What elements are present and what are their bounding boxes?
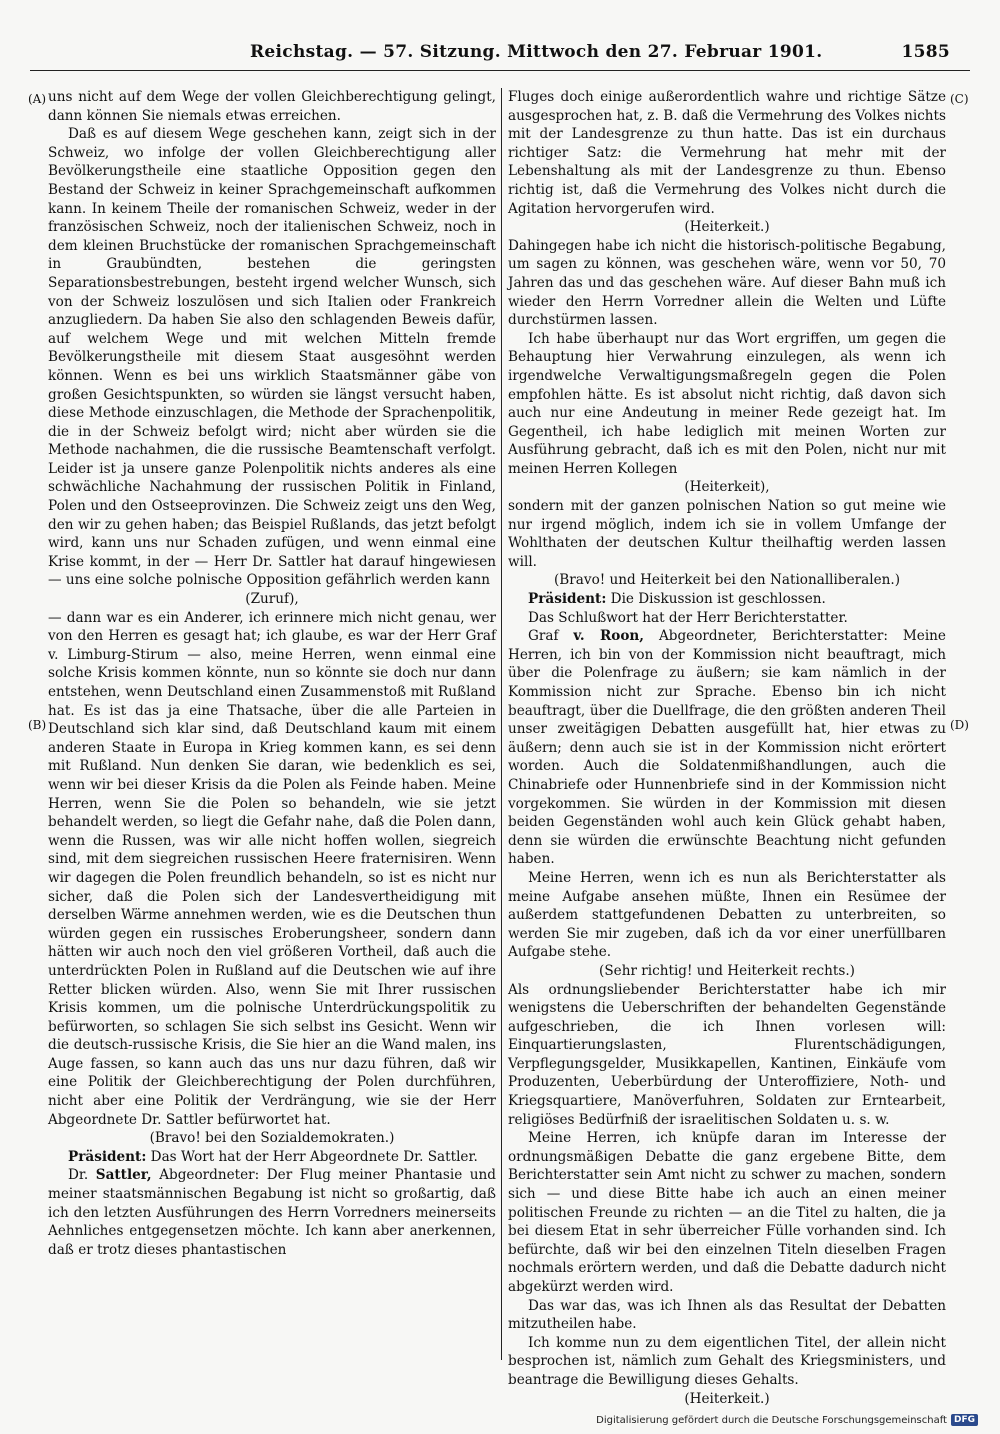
interjection: (Heiterkeit), [684, 479, 770, 496]
header-rule [30, 70, 970, 71]
column-divider [501, 88, 502, 1360]
running-header [250, 42, 950, 62]
speaker-prefix: Dr. [68, 1167, 89, 1184]
interjection: (Heiterkeit.) [684, 219, 770, 236]
margin-mark-b: (B) [28, 718, 47, 732]
speaker-paragraph [508, 590, 946, 609]
margin-mark-a: (A) [28, 92, 47, 106]
paragraph: sondern mit der ganzen polnischen Nation so gut meine wie nur irgend möglich, indem ich sie in vollem Umfange der Wohlthaten der deutschen Kultur theilhaftig werden lassen will. [508, 498, 946, 570]
paragraph: Meine Herren, wenn ich es nun als Berichterstatter als meine Aufgabe ansehen müßte, Ihnen ein Resümee der außerdem stattgefundenen Debatten zu unterbreiten, so werden Sie mir zugeben, daß ich da vor einer unerfüllbaren Aufgabe stehe. [508, 869, 946, 961]
paragraph: Meine Herren, ich knüpfe daran im Interesse der ordnungsmäßigen Debatte die ganz ergebene Bitte, dem Berichterstatter sein Amt nicht zu schwer zu machen, sondern sich — und diese Bitte habe ich auch an einen meiner politischen Freunde zu richten — an die Titel zu halten, die ja bei diesem Etat in sehr überreicher Fülle vorhanden sind. Ich befürchte, daß wir bei den einzelnen Titeln dieselben Fragen nochmals erörtern werden, und daß die Debatte dadurch nicht abgekürzt werden wird. [508, 1130, 946, 1295]
paragraph: Daß es auf diesem Wege geschehen kann, zeigt sich in der Schweiz, wo infolge der vollen Gleichberechtigung aller Bevölkerungstheile eine staatliche Opposition gegen den Bestand der Schweiz in keiner Sprachgemeinschaft aufkommen kann. In keinem Theile der romanischen Schweiz, weder in der französischen Schweiz, noch der italienischen Schweiz, noch in dem kleinen Bruchstücke der romanischen Sprachgemeinschaft in Graubündten, bestehen die geringsten Separationsbestrebungen, besteht irgend welcher Wunsch, sich von der Schweiz loszulösen und sich Italien oder Frankreich anzugliedern. Da haben Sie also den schlagenden Beweis dafür, auf welchem Wege und mit welchen Mitteln fremde Bevölkerungstheile mit diesem Staat ausgesöhnt werden können. Wenn es bei uns wirklich Staatsmänner gäbe von großen Gesichtspunkten, so würden sie längst versucht haben, diese Methode einzuschlagen, die Methode der Sprachenpolitik, die in der Schweiz befolgt wird; nicht aber würden sie die Methode nachahmen, die die russische Beamtenschaft verfolgt. Leider ist ja unsere ganze Polenpolitik nichts anderes als eine schwächliche Nachahmung der russischen Politik in Finland, Polen und den Ostseeprovinzen. Die Schweiz zeigt uns den Weg, den wir zu gehen haben; das Beispiel Rußlands, das jetzt befolgt wird, kann uns nur Schaden zufügen, und wenn einmal eine Krise kommt, in der — Herr Dr. Sattler hat darauf hingewiesen — uns eine solche polnische Opposition gefährlich werden kann [48, 126, 496, 589]
speaker-label: Präsident: [68, 1148, 147, 1165]
speaker-name: Sattler, [95, 1167, 152, 1184]
speaker-text: Abgeordneter: Der Flug meiner Phantasie und meiner staatsmännischen Begabung ist nicht so großartig, daß ich den letzten Ausführungen des Herrn Vorredners meinerseits Aehnliches entgegensetzen möchte. Ich kann aber anerkennen, daß er trotz dieses phantastischen [48, 1167, 497, 1258]
speaker-prefix: Graf [528, 628, 559, 645]
paragraph: Dahingegen habe ich nicht die historisch-politische Begabung, um sagen zu können, was geschehen wäre, wenn vor 50, 70 Jahren das und das geschehen wäre. Auf dieser Bahn muß ich wieder den Herrn Vorredner allein die Welten und Lüfte durchstürmen lassen. [508, 237, 946, 329]
running-title: Reichstag. — 57. Sitzung. Mittwoch den 27. Februar 1901. [250, 42, 823, 62]
dfg-logo: DFG [951, 1414, 978, 1426]
interjection: (Sehr richtig! und Heiterkeit rechts.) [599, 962, 855, 979]
paragraph: Fluges doch einige außerordentlich wahre und richtige Sätze ausgesprochen hat, z. B. daß die Vermehrung des Volkes nichts mit der Landesgrenze zu thun hatte. Das ist ein durchaus richtiger Satz: die Vermehrung hat mehr mit der Lebenshaltung als mit der Landesgrenze zu thun. Ebenso richtig ist, daß die Vermehrung des Volkes nicht durch die Agitation hervorgerufen wird. [508, 89, 946, 217]
paragraph: Ich habe überhaupt nur das Wort ergriffen, um gegen die Behauptung hier Verwahrung einzulegen, als wenn ich irgendwelche Verwaltigungsmaßregeln gegen die Polen empfohlen hätte. Es ist absolut nicht richtig, daß davon sich auch nur eine Andeutung in meiner Rede gezeigt hat. Im Gegentheil, ich habe lediglich mit meinen Worten zur Ausführung gebracht, daß ich es mit den Polen, nicht nur mit meinen Herren Kollegen [508, 330, 946, 477]
speaker-paragraph [508, 627, 946, 869]
footer-text: Digitalisierung gefördert durch die Deutsche Forschungsgemeinschaft [596, 1414, 947, 1426]
interjection: (Heiterkeit.) [684, 1390, 770, 1407]
right-column [508, 88, 946, 1408]
speaker-text: Abgeordneter, Berichterstatter: Meine Herren, ich bin von der Kommission nicht beauftragt, mich über die Polenfrage zu äußern; sie kam nämlich in der Kommission nicht zur Sprache. Ebenso bin ich nicht beauftragt, über die Duellfrage, die den größten anderen Theil unser zweitägigen Debatten ausgefüllt hat, hier etwas zu äußern; denn auch sie ist in der Kommission nicht erörtert worden. Auch die Soldatenmißhandlungen, auch die Chinabriefe oder Hunnenbriefe sind in der Kommission nicht vorgekommen. Sie würden in der Kommission mit diesen beiden Gegenständen wohl auch kein Glück gehabt haben, denn sie würden die erwünschte Beachtung nicht gefunden haben. [508, 628, 946, 868]
speaker-text: Die Diskussion ist geschlossen. [610, 591, 826, 608]
speaker-name: v. Roon, [573, 628, 645, 645]
speaker-paragraph [48, 1166, 496, 1259]
paragraph: — dann war es ein Anderer, ich erinnere mich nicht genau, wer von den Herren es gesagt hat; ich glaube, es war der Herr Graf v. Limburg-Stirum — also, meine Herren, wenn einmal eine solche Krisis kommen könnte, nun so könnte sie doch nur dann entstehen, wenn Deutschland einen Zusammenstoß mit Rußland hat. Es ist das ja eine Thatsache, über die alle Parteien in Deutschland sich klar sind, daß Deutschland kaum mit einem anderen Staate in Europa in Krieg kommen kann, es sei denn mit Rußland. Nun denken Sie daran, wie bedenklich es sei, wenn wir bei dieser Krisis da die Polen als Feinde haben. Meine Herren, wenn Sie die Polen so behandeln, wie sie jetzt behandelt werden, so liegt die Gefahr nahe, daß die Polen dann, wenn die Russen, was wir alle nicht hoffen wollen, siegreich sind, mit dem siegreichen russischen Heere fraternisiren. Wenn wir dagegen die Polen freundlich behandeln, so ist es nicht nur sicher, daß die Polen sich der Landesvertheidigung mit derselben Wärme annehmen werden, wie es die Deutschen thun würden gegen ein russisches Eroberungsheer, sondern dann hätten wir auch noch den viel größeren Vortheil, daß auch die unterdrückten Polen in Rußland auf die Deutschen wie auf ihre Retter blicken würden. Also, wenn Sie mit Ihrer russischen Krisis kommen, um die polnische Unterdrückungspolitik zu befürworten, so schlagen Sie sich selbst ins Gesicht. Wenn wir die deutsch-russische Krisis, die Sie hier an die Wand malen, ins Auge fassen, so kann auch das uns nur dazu führen, daß wir eine Politik der Gleichberechtigung der Polen durchführen, nicht aber eine Politik der Verdrängung, wie sie der Herr Abgeordnete Dr. Sattler befürwortet hat. [48, 609, 496, 1128]
digitization-footer [596, 1414, 978, 1426]
paragraph: Als ordnungsliebender Berichterstatter habe ich mir wenigstens die Ueberschriften der behandelten Gegenstände aufgeschrieben, die ich Ihnen vorlesen will: Einquartierungslasten, Flurentschädigungen, Verpflegungsgelder, Musikkapellen, Kantinen, Einkäufe vom Produzenten, Ueberbürdung der Unteroffiziere, Noth- und Kriegsquartiere, Manöverfuhren, Soldaten zur Erntearbeit, religiöses Bedürfniß der israelitischen Soldaten u. s. w. [508, 981, 946, 1128]
paragraph: Ich komme nun zu dem eigentlichen Titel, der allein nicht besprochen ist, nämlich zum Gehalt des Kriegsministers, und beantrage die Bewilligung dieses Gehalts. [508, 1334, 946, 1388]
paragraph: uns nicht auf dem Wege der vollen Gleichberechtigung gelingt, dann können Sie niemals etwas erreichen. [48, 89, 496, 124]
margin-mark-d: (D) [950, 718, 969, 732]
margin-mark-c: (C) [950, 92, 969, 106]
paragraph: Das war das, was ich Ihnen als das Resultat der Debatten mitzutheilen habe. [508, 1297, 946, 1333]
interjection: (Bravo! bei den Sozialdemokraten.) [149, 1130, 395, 1147]
page-number: 1585 [901, 42, 950, 62]
interjection: (Zuruf), [245, 591, 299, 608]
left-column [48, 88, 496, 1259]
interjection: (Bravo! und Heiterkeit bei den Nationalliberalen.) [554, 572, 900, 589]
speaker-paragraph [48, 1148, 496, 1167]
paragraph: Das Schlußwort hat der Herr Berichterstatter. [528, 609, 848, 626]
speaker-label: Präsident: [528, 591, 607, 608]
speaker-text: Das Wort hat der Herr Abgeordnete Dr. Sattler. [150, 1148, 478, 1165]
